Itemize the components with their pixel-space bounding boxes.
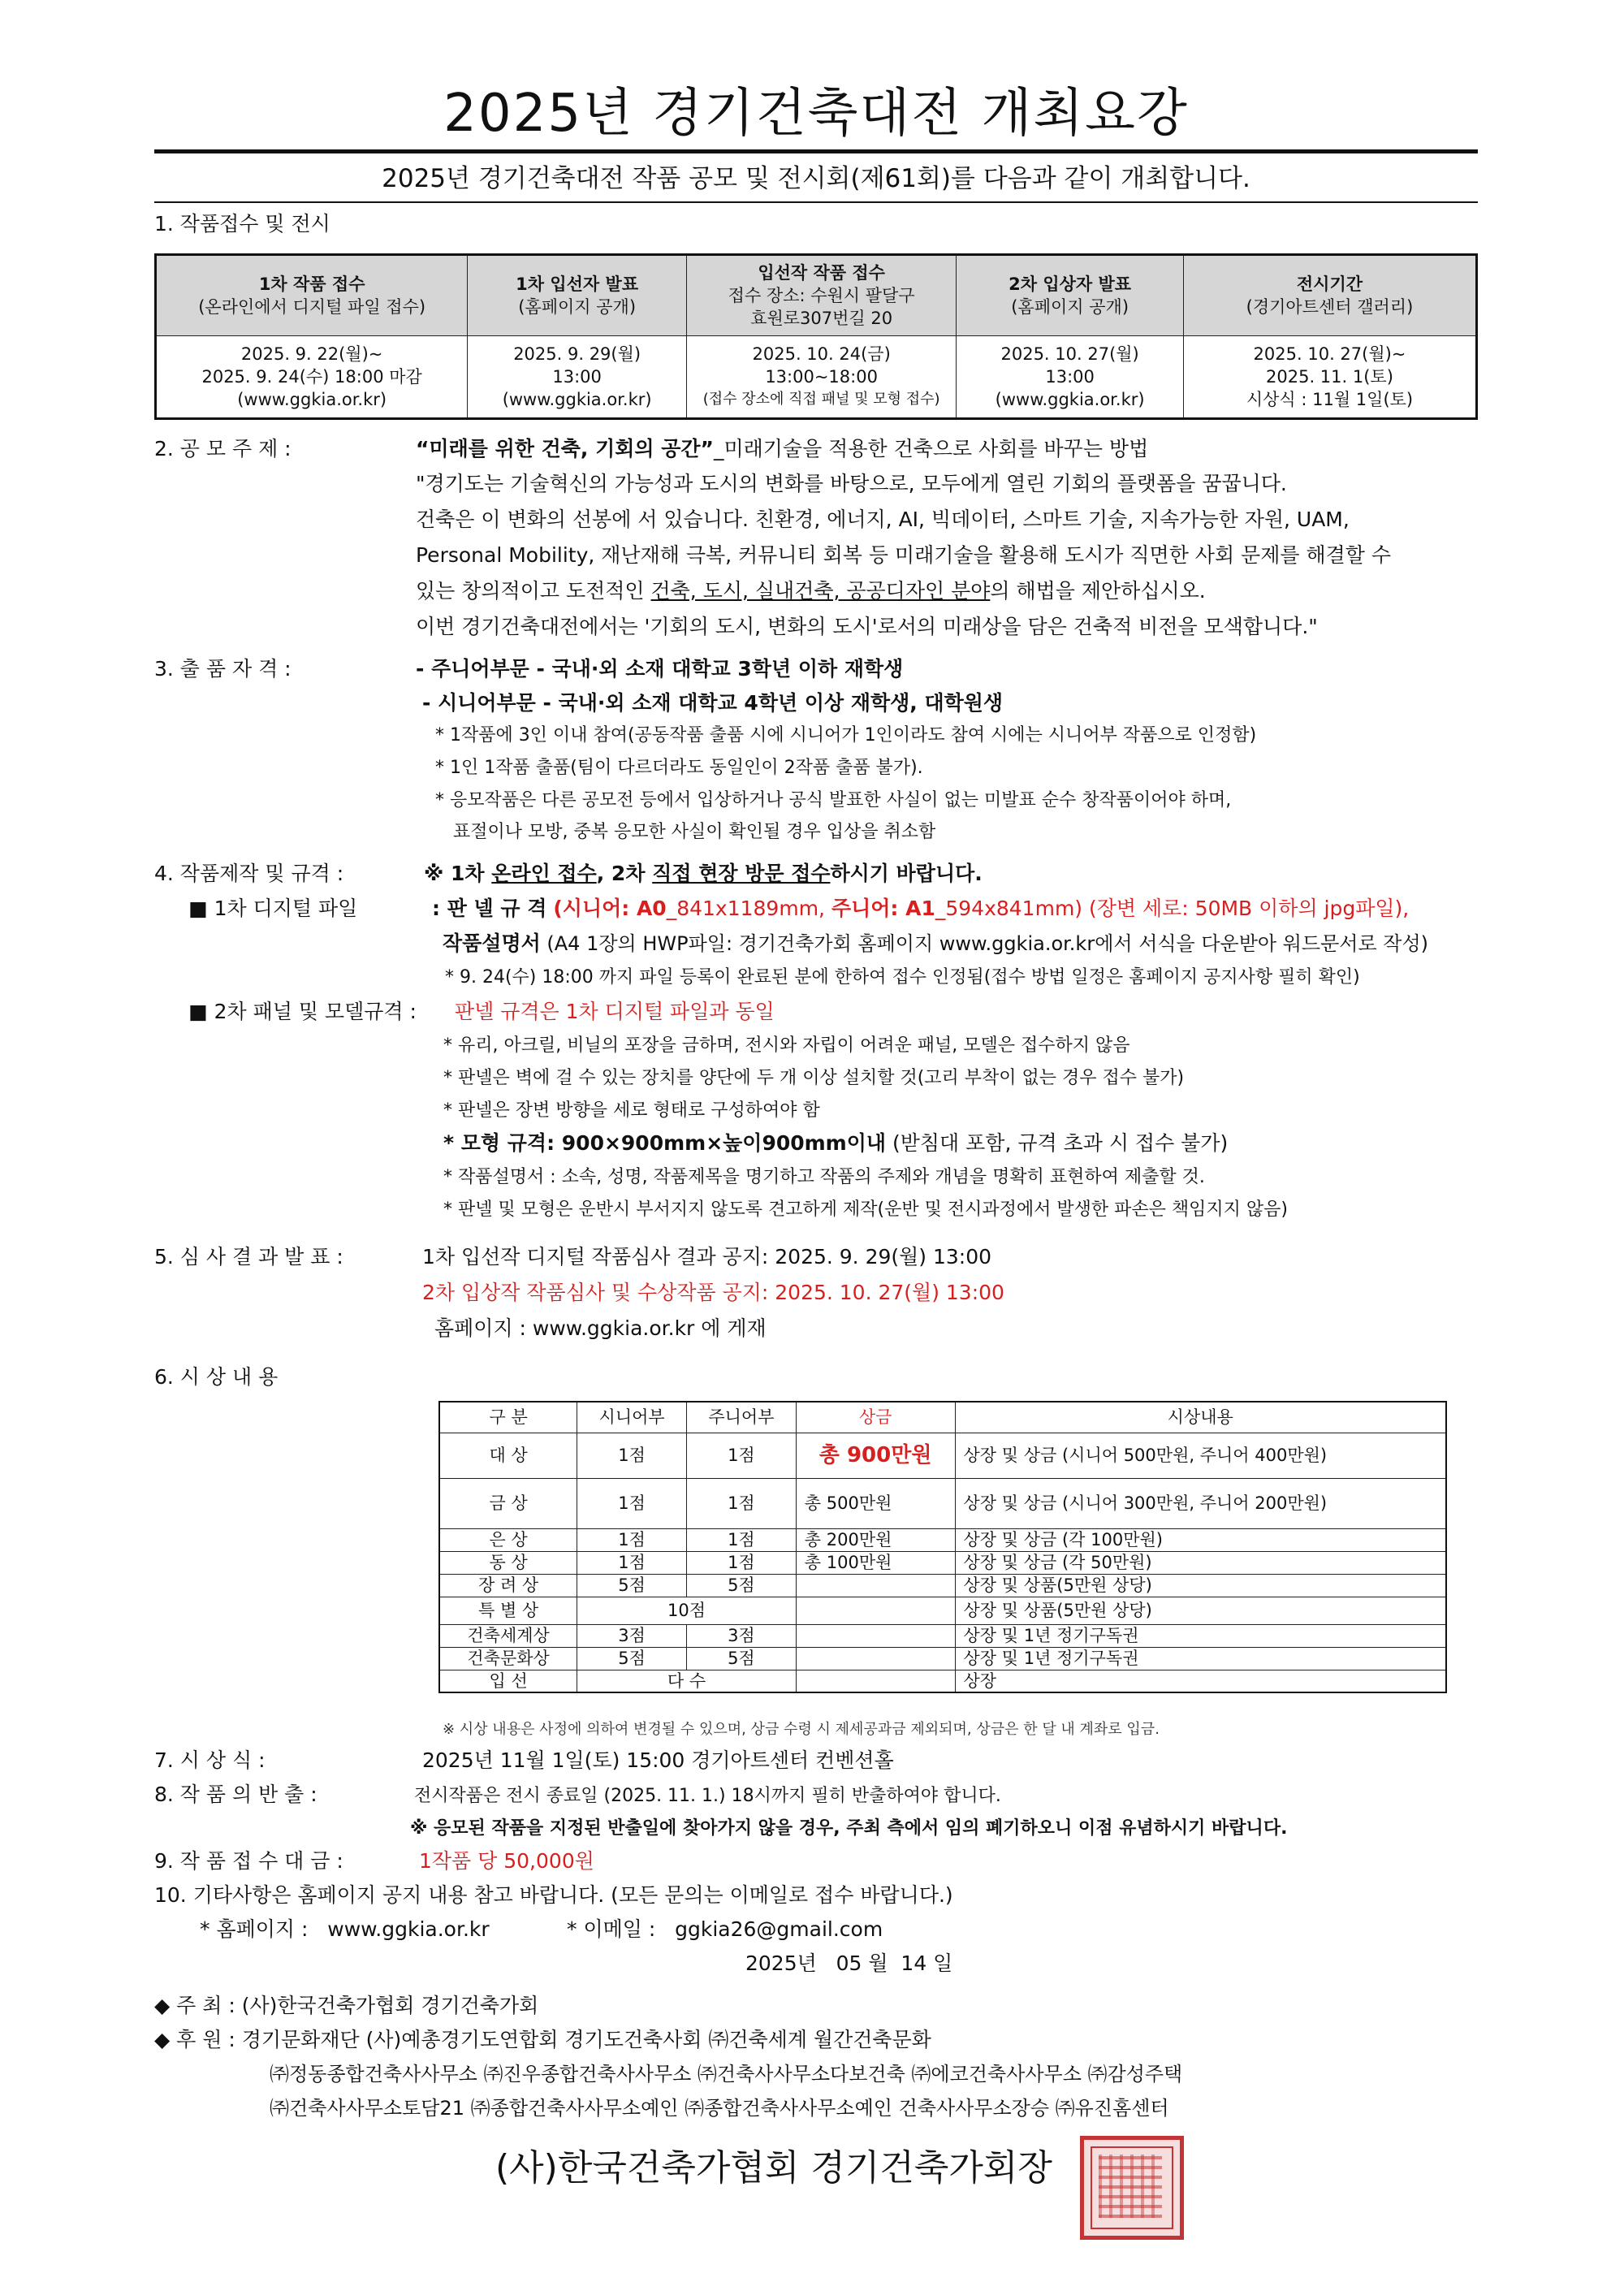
prize-desc-cell: 상장 및 상품(5만원 상당)	[955, 1574, 1446, 1597]
prize-amount-cell	[796, 1574, 955, 1597]
sponsors: ㈜건축사사무소토담21 ㈜종합건축사사무소예인 ㈜종합건축사사무소예인 건축사사무소장승 ㈜유진홈센터	[270, 2097, 1169, 2120]
prize-amount-cell: 총 500만원	[796, 1478, 955, 1528]
prize-header-cell: 시니어부	[577, 1402, 687, 1433]
subtitle-underline	[154, 201, 1478, 203]
prize-desc-cell: 상장 및 상품(5만원 상당)	[955, 1597, 1446, 1624]
prize-count-cell: 10점	[577, 1597, 797, 1624]
sponsors: ㈜정동종합건축사사무소 ㈜진우종합건축사사무소 ㈜건축사사무소다보건축 ㈜에코건축사사무소 ㈜감성주택	[270, 2063, 1183, 2085]
model-note: * 작품설명서 : 소속, 성명, 작품제목을 명기하고 작품의 주제와 개념을 명확히 표현하여 제출할 것.	[443, 1167, 1205, 1187]
prize-name-cell: 건축문화상	[439, 1647, 577, 1670]
schedule-value-cell: 2025. 10. 27(월) 13:00 (www.ggkia.or.kr)	[957, 336, 1184, 419]
schedule-value-cell: 2025. 9. 22(월)~ 2025. 9. 24(수) 18:00 마감 (www.ggkia.or.kr)	[156, 336, 468, 419]
return-text: 전시작품은 전시 종료일 (2025. 11. 1.) 18시까지 필히 반출하여야 합니다.	[414, 1786, 1001, 1806]
schedule-value-cell: 2025. 10. 27(월)~ 2025. 11. 1(토) 시상식 : 11월 1일(토)	[1183, 336, 1476, 419]
prize-senior-cell: 1점	[577, 1551, 687, 1574]
model-note: * 판넬은 장변 방향을 세로 형태로 구성하여야 함	[443, 1100, 820, 1121]
section10-text: 10. 기타사항은 홈페이지 공지 내용 참고 바랍니다. (모든 문의는 이메일로 접수 바랍니다.)	[154, 1883, 953, 1907]
schedule-header-cell: 1차 작품 접수 (온라인에서 디지털 파일 접수)	[156, 255, 468, 336]
contact-homepage: * 홈페이지 : www.ggkia.or.kr	[200, 1917, 490, 1941]
prize-row	[439, 1624, 1446, 1647]
prize-senior-cell: 5점	[577, 1574, 687, 1597]
prize-row	[439, 1528, 1446, 1551]
section4-note: ※ 1차 온라인 접수, 2차 직접 현장 방문 접수하시기 바랍니다.	[424, 862, 983, 885]
document-title: 2025년 경기건축대전 개최요강	[443, 84, 1189, 144]
section3-note: * 1인 1작품 출품(팀이 다르더라도 동일인이 2작품 출품 불가).	[435, 758, 923, 778]
section8-label: 8. 작 품 의 반 출 :	[154, 1783, 317, 1806]
prize-junior-cell: 1점	[687, 1478, 797, 1528]
prize-row	[439, 1574, 1446, 1597]
prize-amount-cell: 총 200만원	[796, 1528, 955, 1551]
return-note: ※ 응모된 작품을 지정된 반출일에 찾아가지 않을 경우, 주최 측에서 임의 폐기하오니 이점 유념하시기 바랍니다.	[410, 1818, 1288, 1839]
prize-junior-cell: 5점	[687, 1574, 797, 1597]
prize-amount-cell	[796, 1670, 955, 1692]
prize-amount-cell	[796, 1624, 955, 1647]
section2-paragraph: Personal Mobility, 재난재해 극복, 커뮤니티 회복 등 미래기술을 활용해 도시가 직면한 사회 문제를 해결할 수	[416, 543, 1391, 567]
schedule-header-row	[156, 255, 1477, 336]
doc-spec: 작품설명서 (A4 1장의 HWP파일: 경기건축가회 홈페이지 www.ggkia.or.kr에서 서식을 다운받아 워드문서로 작성)	[443, 931, 1429, 955]
panel2-label: ■ 2차 패널 및 모델규격 :	[188, 1000, 417, 1023]
prize-senior-cell: 1점	[577, 1433, 687, 1478]
section3-junior: - 주니어부문 - 국내·외 소재 대학교 3학년 이하 재학생	[416, 657, 904, 681]
prize-desc-cell: 상장 및 1년 정기구독권	[955, 1624, 1446, 1647]
prize-header-row	[439, 1402, 1446, 1433]
schedule-header-cell: 1차 입선자 발표 (홈페이지 공개)	[468, 255, 687, 336]
prize-header-cell: 상금	[796, 1402, 955, 1433]
prize-row	[439, 1551, 1446, 1574]
prize-junior-cell: 5점	[687, 1647, 797, 1670]
schedule-value-cell: 2025. 10. 24(금) 13:00~18:00 (접수 장소에 직접 패널 및 모형 접수)	[686, 336, 956, 419]
section2-paragraph: "경기도는 기술혁신의 가능성과 도시의 변화를 바탕으로, 모두에게 열린 기회의 플랫폼을 꿈꿉니다.	[416, 472, 1287, 495]
prize-desc-cell: 상장 및 상금 (시니어 500만원, 주니어 400만원)	[955, 1433, 1446, 1478]
prize-amount-cell	[796, 1597, 955, 1624]
prize-amount-cell: 총 900만원	[796, 1433, 955, 1478]
section2-label: 2. 공 모 주 제 :	[154, 437, 292, 460]
prize-name-cell: 대 상	[439, 1433, 577, 1478]
digital-file-label: ■ 1차 디지털 파일	[188, 897, 358, 920]
panel-spec: : 판 넬 규 격 (시니어: A0_841x1189mm, 주니어: A1_594x841mm) (장변 세로: 50MB 이하의 jpg파일),	[432, 897, 1410, 920]
schedule-value-cell: 2025. 9. 29(월) 13:00 (www.ggkia.or.kr)	[468, 336, 687, 419]
result-homepage: 홈페이지 : www.ggkia.or.kr 에 게재	[434, 1316, 767, 1340]
prize-row	[439, 1670, 1446, 1692]
sponsors: ◆ 후 원 : 경기문화재단 (사)예총경기도연합회 경기도건축사회 ㈜건축세계 월간건축문화	[154, 2028, 931, 2051]
prize-amount-cell	[796, 1647, 955, 1670]
prize-senior-cell: 1점	[577, 1478, 687, 1528]
section3-note: * 1작품에 3인 이내 참여(공동작품 출품 시에 시니어가 1인이라도 참여 시에는 시니어부 작품으로 인정함)	[435, 725, 1257, 746]
prize-junior-cell: 1점	[687, 1528, 797, 1551]
schedule-header-cell: 입선작 작품 접수 접수 장소: 수원시 팔달구 효원로307번길 20	[686, 255, 956, 336]
section4-label: 4. 작품제작 및 규격 :	[154, 862, 344, 885]
result-announce: 2차 입상작 작품심사 및 수상작품 공지: 2025. 10. 27(월) 13:00	[422, 1281, 1004, 1304]
prize-senior-cell: 1점	[577, 1528, 687, 1551]
schedule-header-cell: 전시기간 (경기아트센터 갤러리)	[1183, 255, 1476, 336]
section2-paragraph: 있는 창의적이고 도전적인 건축, 도시, 실내건축, 공공디자인 분야의 해법을 제안하십시오.	[416, 579, 1206, 603]
host: ◆ 주 최 : (사)한국건축가협회 경기건축가회	[154, 1994, 539, 2017]
result-announce: 1차 입선작 디지털 작품심사 결과 공지: 2025. 9. 29(월) 13:00	[422, 1245, 992, 1269]
section3-label: 3. 출 품 자 격 :	[154, 657, 292, 681]
prize-junior-cell: 1점	[687, 1551, 797, 1574]
model-note: * 판넬은 벽에 걸 수 있는 장치를 양단에 두 개 이상 설치할 것(고리 부착이 없는 경우 접수 불가)	[443, 1068, 1185, 1088]
title-underline	[154, 149, 1478, 153]
prize-footnote: ※ 시상 내용은 사정에 의하여 변경될 수 있으며, 상금 수령 시 제세공과금 제외되며, 상금은 한 달 내 계좌로 입금.	[443, 1721, 1160, 1738]
section5-label: 5. 심 사 결 과 발 표 :	[154, 1245, 343, 1269]
section1-heading: 1. 작품접수 및 전시	[154, 212, 330, 236]
prize-row	[439, 1478, 1446, 1528]
prize-desc-cell: 상장	[955, 1670, 1446, 1692]
section3-senior: - 시니어부문 - 국내·외 소재 대학교 4학년 이상 재학생, 대학원생	[422, 691, 1004, 715]
section2-paragraph: 이번 경기건축대전에서는 '기회의 도시, 변화의 도시'로서의 미래상을 담은 건축적 비전을 모색합니다."	[416, 615, 1318, 638]
prize-desc-cell: 상장 및 상금 (시니어 300만원, 주니어 200만원)	[955, 1478, 1446, 1528]
model-note: * 모형 규격: 900×900mm×높이900mm이내 (받침대 포함, 규격 초과 시 접수 불가)	[443, 1131, 1229, 1155]
section2-theme: “미래를 위한 건축, 기회의 공간”_미래기술을 적용한 건축으로 사회를 바꾸는 방법	[416, 437, 1149, 460]
document-subtitle: 2025년 경기건축대전 작품 공모 및 전시회(제61회)를 다음과 같이 개최합니다.	[382, 164, 1250, 193]
prize-desc-cell: 상장 및 상금 (각 100만원)	[955, 1528, 1446, 1551]
section6-label: 6. 시 상 내 용	[154, 1365, 279, 1389]
prize-header-cell: 주니어부	[687, 1402, 797, 1433]
prize-junior-cell: 3점	[687, 1624, 797, 1647]
panel2-text: 판넬 규격은 1차 디지털 파일과 동일	[455, 1000, 775, 1023]
prize-name-cell: 건축세계상	[439, 1624, 577, 1647]
prize-name-cell: 특 별 상	[439, 1597, 577, 1624]
contact-email: * 이메일 : ggkia26@gmail.com	[567, 1917, 883, 1941]
section3-note: 표절이나 모방, 중복 응모한 사실이 확인될 경우 입상을 취소함	[453, 822, 936, 842]
digital-note: * 9. 24(수) 18:00 까지 파일 등록이 완료된 분에 한하여 접수 인정됨(접수 방법 일정은 홈페이지 공지사항 필히 확인)	[445, 967, 1360, 988]
prize-junior-cell: 1점	[687, 1433, 797, 1478]
model-note: * 유리, 아크릴, 비닐의 포장을 금하며, 전시와 자립이 어려운 패널, 모델은 접수하지 않음	[443, 1035, 1130, 1056]
schedule-header-cell: 2차 입상자 발표 (홈페이지 공개)	[957, 255, 1184, 336]
section7-label: 7. 시 상 식 :	[154, 1748, 266, 1772]
fee-text: 1작품 당 50,000원	[419, 1849, 594, 1873]
schedule-value-row	[156, 336, 1477, 419]
prize-desc-cell: 상장 및 1년 정기구독권	[955, 1647, 1446, 1670]
prize-senior-cell: 5점	[577, 1647, 687, 1670]
schedule-table	[154, 253, 1478, 420]
prize-header-cell: 시상내용	[955, 1402, 1446, 1433]
prize-name-cell: 금 상	[439, 1478, 577, 1528]
prize-count-cell: 다 수	[577, 1670, 797, 1692]
prize-name-cell: 동 상	[439, 1551, 577, 1574]
document-date: 2025년 05 월 14 일	[745, 1951, 953, 1975]
prize-senior-cell: 3점	[577, 1624, 687, 1647]
prize-amount-cell: 총 100만원	[796, 1551, 955, 1574]
prize-row	[439, 1433, 1446, 1478]
section3-note: * 응모작품은 다른 공모전 등에서 입상하거나 공식 발표한 사실이 없는 미발표 순수 창작품이어야 하며,	[435, 790, 1232, 810]
section2-paragraph: 건축은 이 변화의 선봉에 서 있습니다. 친환경, 에너지, AI, 빅데이터, 스마트 기술, 지속가능한 자원, UAM,	[416, 508, 1350, 531]
prize-name-cell: 입 선	[439, 1670, 577, 1692]
official-seal	[1080, 2136, 1184, 2240]
prize-desc-cell: 상장 및 상금 (각 50만원)	[955, 1551, 1446, 1574]
prize-header-cell: 구 분	[439, 1402, 577, 1433]
section9-label: 9. 작 품 접 수 대 금 :	[154, 1849, 343, 1873]
prize-name-cell: 장 려 상	[439, 1574, 577, 1597]
model-note: * 판넬 및 모형은 운반시 부서지지 않도록 견고하게 제작(운반 및 전시과정에서 발생한 파손은 책임지지 않음)	[443, 1199, 1288, 1220]
prize-table	[438, 1401, 1447, 1693]
signature: (사)한국건축가협회 경기건축가회장	[495, 2147, 1052, 2189]
prize-row	[439, 1647, 1446, 1670]
ceremony-text: 2025년 11월 1일(토) 15:00 경기아트센터 컨벤션홀	[422, 1748, 894, 1772]
prize-row	[439, 1597, 1446, 1624]
prize-name-cell: 은 상	[439, 1528, 577, 1551]
